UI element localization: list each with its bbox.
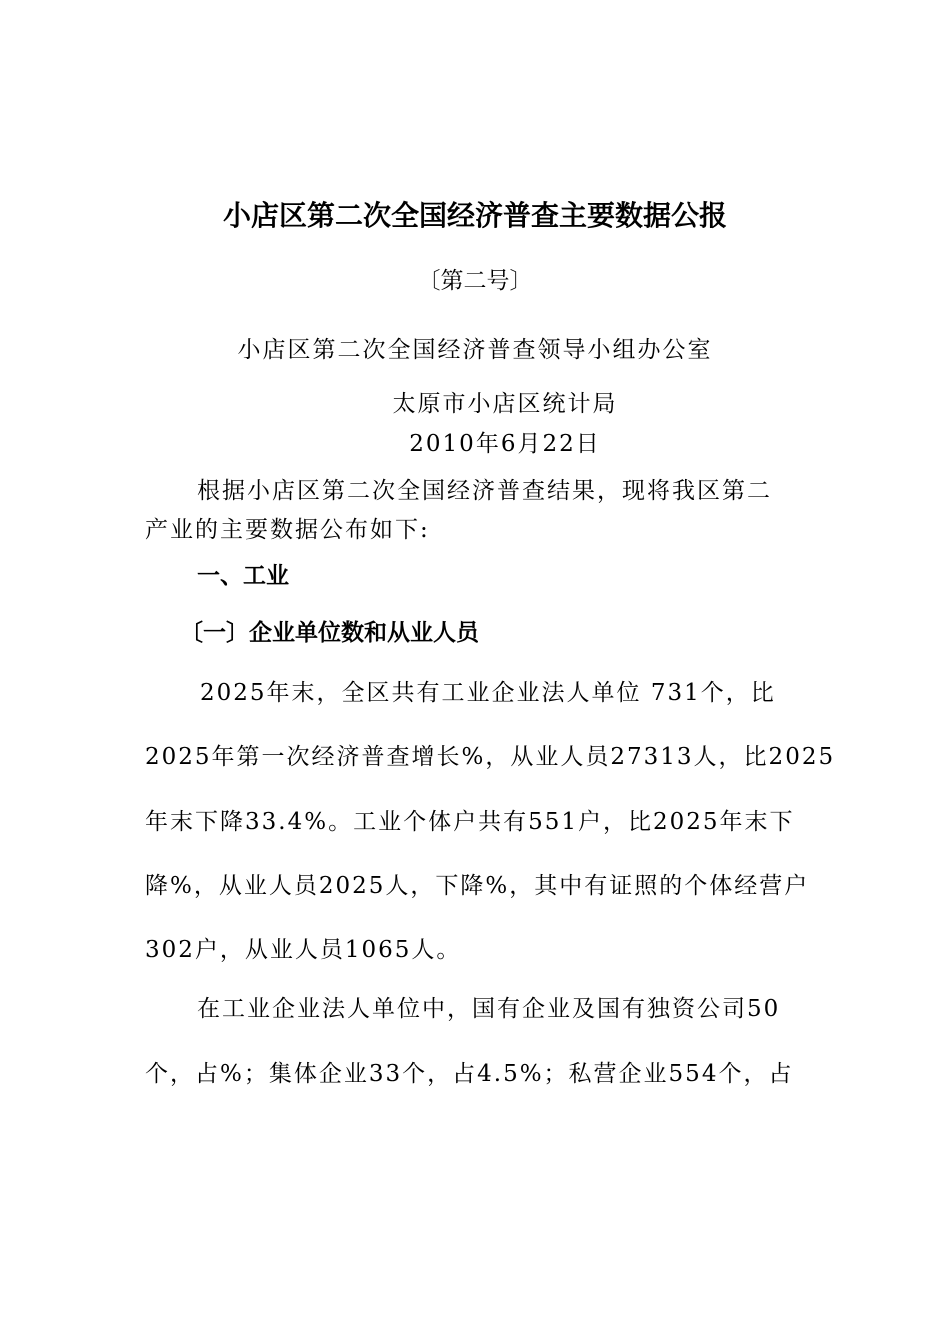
paragraph-line: 2025年第一次经济普查增长%，从业人员27313人，比2025 bbox=[145, 744, 836, 770]
subsection-heading-enterprises: 〔一〕企业单位数和从业人员 bbox=[180, 620, 479, 646]
issuer-office: 小店区第二次全国经济普查领导小组办公室 bbox=[237, 337, 713, 363]
intro-line-1: 根据小店区第二次全国经济普查结果，现将我区第二 bbox=[197, 478, 772, 504]
paragraph-line: 年末下降33.4%。工业个体户共有551户，比2025年末下 bbox=[145, 809, 795, 835]
paragraph-line: 在工业企业法人单位中，国有企业及国有独资公司50 bbox=[197, 996, 781, 1022]
paragraph-line: 2025年末，全区共有工业企业法人单位 731个，比 bbox=[200, 680, 776, 706]
issue-date: 2010年6月22日 bbox=[409, 431, 601, 457]
document-number: 〔第二号〕 bbox=[417, 268, 533, 294]
document-title: 小店区第二次全国经济普查主要数据公报 bbox=[222, 199, 727, 232]
paragraph-line: 302户，从业人员1065人。 bbox=[145, 937, 462, 963]
issuer-bureau: 太原市小店区统计局 bbox=[392, 391, 618, 417]
paragraph-line: 降%，从业人员2025人，下降%，其中有证照的个体经营户 bbox=[145, 873, 810, 899]
intro-line-2: 产业的主要数据公布如下: bbox=[145, 517, 430, 543]
section-heading-industry: 一、工业 bbox=[197, 563, 289, 589]
paragraph-line: 个，占%；集体企业33个，占4.5%；私营企业554个，占 bbox=[145, 1061, 794, 1087]
